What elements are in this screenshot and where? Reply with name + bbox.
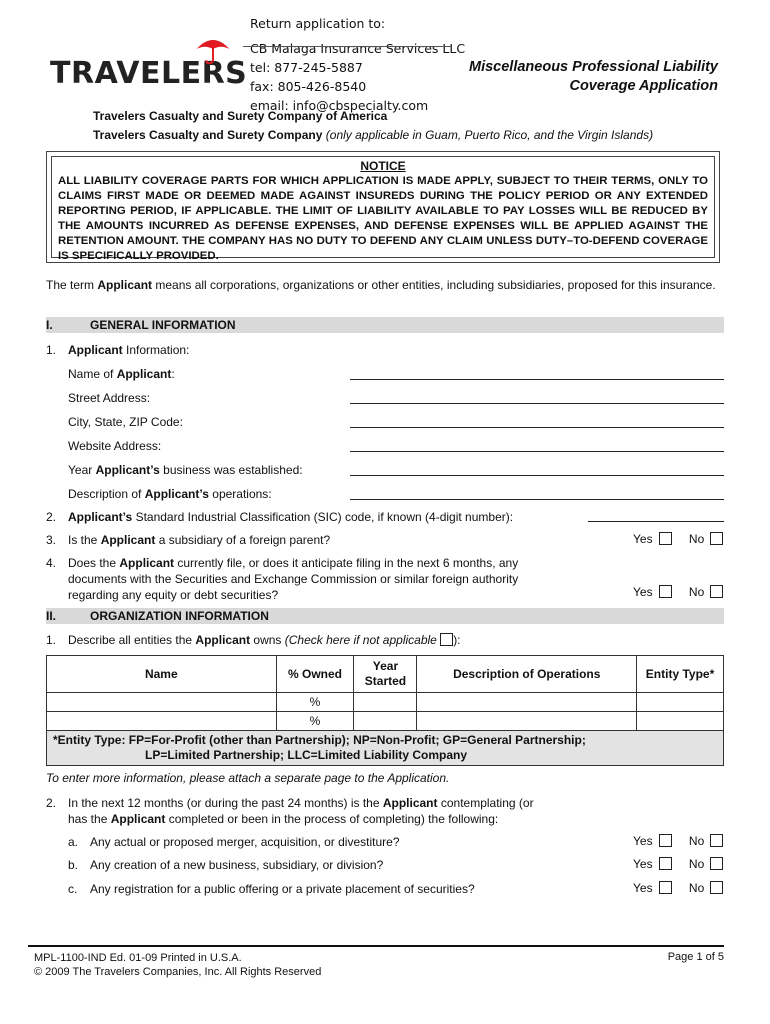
no-checkbox[interactable] [710, 881, 723, 894]
title-line: Miscellaneous Professional Liability [469, 59, 718, 75]
cell-entity-type[interactable] [637, 693, 724, 712]
street-input[interactable] [350, 403, 724, 404]
contact-block [250, 14, 465, 115]
yes-no-2b: Yes No [633, 857, 723, 871]
contact-line: tel: 877-245-5887 [250, 60, 363, 75]
yes-no-2c: Yes No [633, 881, 723, 895]
col-header-name: Name [47, 656, 277, 693]
copyright: © 2009 The Travelers Companies, Inc. All Rights Reserved [34, 966, 322, 978]
footer-info [34, 951, 321, 979]
cell-year[interactable] [354, 712, 417, 731]
cell-entity-type[interactable] [637, 712, 724, 731]
contact-line: email: info@cbspecialty.com [250, 98, 429, 113]
document-title [469, 58, 718, 96]
company-list [93, 107, 653, 145]
yes-checkbox[interactable] [659, 881, 672, 894]
no-checkbox[interactable] [710, 834, 723, 847]
website-input[interactable] [350, 451, 724, 452]
field-label-street: Street Address: [68, 391, 151, 405]
company-note: (only applicable in Guam, Puerto Rico, and the Virgin Islands) [325, 128, 654, 142]
col-header-entity-type: Entity Type* [637, 656, 724, 693]
form-id: MPL-1100-IND Ed. 01-09 Printed in U.S.A. [34, 952, 242, 964]
notice-body: ALL LIABILITY COVERAGE PARTS FOR WHICH APPLICATION IS MADE APPLY, SUBJECT TO THEIR TERMS, ONLY TO CLAIMS FIRST MADE OR DEEMED MADE AGAINST INSUREDS DURING THE POLICY PERIOD OR ANY EXTENDED REPORTING PERIOD, IF APPLICABLE. THE LIMIT OF LIABILITY AVAILABLE TO PAY LOSSES WILL BE REDUCED BY THE AMOUNTS INCURRED AS DEFENSE EXPENSES, AND DEFENSE EXPENSES WILL BE APPLIED AGAINST THE RETENTION AMOUNT. THE COMPANY HAS NO DUTY TO DEFEND ANY CLAIM UNLESS DUTY–TO-DEFEND COVERAGE IS SPECIFICALLY PROVIDED. [58, 175, 708, 262]
cell-name[interactable] [47, 712, 277, 731]
not-applicable-checkbox[interactable] [440, 633, 453, 646]
table-row [47, 712, 724, 731]
description-input[interactable] [350, 499, 724, 500]
divider [243, 46, 451, 47]
field-label-website: Website Address: [68, 439, 162, 453]
yes-checkbox[interactable] [659, 857, 672, 870]
owned-entities-table [46, 655, 724, 766]
sub-question-b: b. Any creation of a new business, subsidiary, or division? [68, 858, 384, 872]
table-row [47, 693, 724, 712]
col-header-description: Description of Operations [417, 656, 637, 693]
more-info-note: To enter more information, please attach a separate page to the Application. [46, 771, 450, 785]
travelers-logo: TRAVELERS [50, 56, 248, 91]
field-label-name: Name of Applicant: [68, 367, 175, 381]
sub-question-a: a. Any actual or proposed merger, acquisition, or divestiture? [68, 835, 400, 849]
cell-description[interactable] [417, 693, 637, 712]
yes-checkbox[interactable] [659, 532, 672, 545]
page-number: Page 1 of 5 [667, 951, 724, 963]
yes-no-2a: Yes No [633, 834, 723, 848]
col-header-year: Year Started [354, 656, 417, 693]
year-input[interactable] [350, 475, 724, 476]
yes-checkbox[interactable] [659, 585, 672, 598]
title-line: Coverage Application [569, 78, 718, 94]
notice-title: NOTICE [360, 159, 406, 173]
company-name: Travelers Casualty and Surety Company of America [93, 109, 388, 123]
city-input[interactable] [350, 427, 724, 428]
name-input[interactable] [350, 379, 724, 380]
field-label-year: Year Applicant’s business was established: [68, 463, 303, 477]
footer-divider [28, 945, 724, 947]
no-checkbox[interactable] [710, 532, 723, 545]
contact-line: Return application to: [250, 16, 386, 31]
yes-no-q4: Yes No [633, 585, 723, 599]
col-header-owned: % Owned [276, 656, 354, 693]
contact-line: CB Malaga Insurance Services LLC [250, 41, 466, 56]
section-header-organization: II. ORGANIZATION INFORMATION [46, 608, 724, 624]
company-name: Travelers Casualty and Surety Company [93, 128, 323, 142]
no-checkbox[interactable] [710, 585, 723, 598]
intro-paragraph: The term Applicant means all corporations, organizations or other entities, including subsidiaries, proposed for this insurance. [46, 278, 716, 292]
cell-year[interactable] [354, 693, 417, 712]
table-header-row [47, 656, 724, 693]
no-checkbox[interactable] [710, 857, 723, 870]
yes-checkbox[interactable] [659, 834, 672, 847]
cell-description[interactable] [417, 712, 637, 731]
section-header-general: I. GENERAL INFORMATION [46, 317, 724, 333]
yes-no-q3: Yes No [633, 532, 723, 546]
field-label-description: Description of Applicant’s operations: [68, 487, 272, 501]
notice-box [46, 151, 720, 263]
sub-question-c: c. Any registration for a public offering or a private placement of securities? [68, 882, 475, 896]
cell-owned[interactable]: % [276, 693, 354, 712]
umbrella-icon [188, 34, 238, 64]
entity-type-footnote: *Entity Type: FP=For-Profit (other than Partnership); NP=Non-Profit; GP=General Partnership; LP=Limited Partnership; LLC=Limited Liability Company [47, 731, 724, 766]
contact-line: fax: 805-426-8540 [250, 79, 367, 94]
cell-owned[interactable]: % [276, 712, 354, 731]
sic-code-input[interactable] [588, 521, 724, 522]
table-footnote-row [47, 731, 724, 766]
cell-name[interactable] [47, 693, 277, 712]
field-label-city: City, State, ZIP Code: [68, 415, 183, 429]
